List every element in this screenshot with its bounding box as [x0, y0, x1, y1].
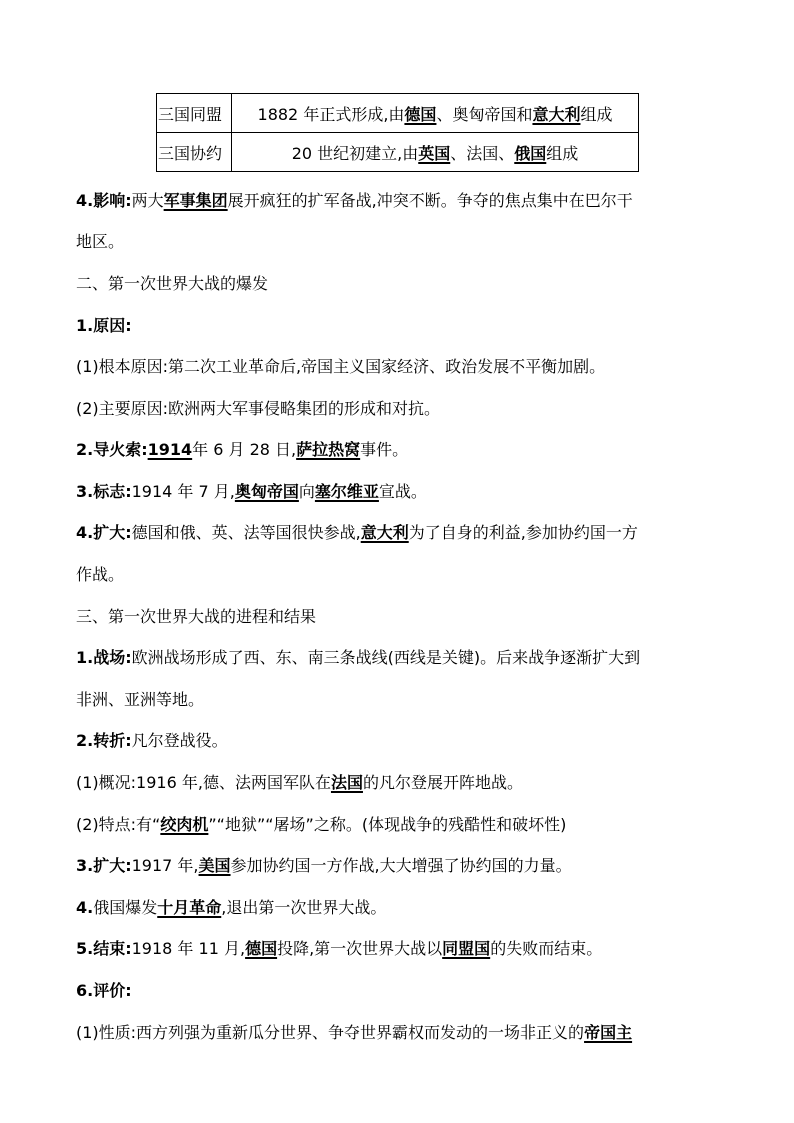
text-line: [76, 398, 440, 420]
keyword: 军事集团: [163, 191, 228, 210]
section-heading: [76, 606, 316, 628]
text-span: 1918 年 11 月,: [131, 939, 246, 958]
overview-line: [76, 772, 523, 794]
keyword: 意大利: [360, 523, 409, 542]
text-span: (2)特点:有“: [76, 815, 161, 834]
text-span: 的失败而结束。: [490, 939, 603, 958]
text-span: 、奥匈帝国和: [436, 104, 533, 124]
nature-line: [76, 1022, 632, 1044]
text-span: 作战。: [76, 565, 125, 584]
section-heading: [76, 273, 268, 295]
keyword: 德国: [245, 939, 278, 958]
keyword: 奥匈帝国: [234, 482, 299, 501]
keyword: 1914: [147, 440, 193, 459]
item-heading: 1.原因:: [76, 316, 132, 335]
symbol-line: [76, 481, 427, 503]
keyword: 同盟国: [442, 939, 491, 958]
text-span: 地区。: [76, 232, 125, 251]
text-span: 二、第一次世界大战的爆发: [76, 274, 269, 293]
text-span: 组成: [546, 143, 579, 163]
text-span: 参加协约国一方作战,大大增强了协约国的力量。: [230, 856, 572, 875]
keyword: 萨拉热窝: [296, 440, 361, 459]
trigger-line: [76, 439, 408, 461]
text-span: 投降,第一次世界大战以: [277, 939, 443, 958]
keyword: 十月革命: [157, 898, 222, 917]
item-heading: 4.影响:: [76, 191, 132, 210]
text-span: 向: [298, 482, 315, 501]
keyword: 英国: [418, 143, 451, 163]
text-span: 20 世纪初建立,由: [291, 143, 419, 163]
alliance-description: [232, 133, 639, 172]
item-heading: 3.扩大:: [76, 856, 132, 875]
table-row: [157, 133, 639, 172]
item-heading: 4.: [76, 898, 94, 917]
causes-heading: [76, 315, 132, 337]
text-span: 凡尔登战役。: [131, 731, 228, 750]
text-span: 1882 年正式形成,由: [257, 104, 405, 124]
item-heading: 2.转折:: [76, 731, 132, 750]
keyword: 绞肉机: [160, 815, 209, 834]
text-span: (1)性质:西方列强为重新瓜分世界、争夺世界霸权而发动的一场非正义的: [76, 1023, 585, 1042]
text-span: 非洲、亚洲等地。: [76, 690, 205, 709]
evaluation-heading: [76, 980, 132, 1002]
text-span: 的凡尔登展开阵地战。: [362, 773, 523, 792]
text-span: (1)根本原因:第二次工业革命后,帝国主义国家经济、政治发展不平衡加剧。: [76, 357, 606, 376]
text-span: (2)主要原因:欧洲两大军事侵略集团的形成和对抗。: [76, 399, 441, 418]
revolution-line: [76, 897, 386, 919]
text-span: 组成: [580, 104, 613, 124]
alliance-description: [232, 94, 639, 133]
keyword: 意大利: [532, 104, 581, 124]
end-line: [76, 938, 602, 960]
text-span: 、法国、: [450, 143, 515, 163]
text-span: 宣战。: [378, 482, 427, 501]
text-span: 1914 年 7 月,: [131, 482, 235, 501]
us-entry-line: [76, 855, 572, 877]
text-span: 事件。: [360, 440, 409, 459]
keyword: 俄国: [514, 143, 547, 163]
text-span: 展开疯狂的扩军备战,冲突不断。争夺的焦点集中在巴尔干: [227, 191, 633, 210]
keyword: 美国: [198, 856, 231, 875]
text-line: [76, 564, 124, 586]
item-heading: 4.扩大:: [76, 523, 132, 542]
alliance-table: [156, 93, 639, 172]
item-heading: 3.标志:: [76, 482, 132, 501]
keyword: 法国: [330, 773, 363, 792]
item-heading: 1.战场:: [76, 648, 132, 667]
text-span: 为了自身的利益,参加协约国一方: [408, 523, 638, 542]
text-span: ,退出第一次世界大战。: [221, 898, 387, 917]
text-span: (1)概况:1916 年,德、法两国军队在: [76, 773, 331, 792]
influence-line: [76, 190, 633, 212]
text-line: [76, 356, 605, 378]
battlefield-line: [76, 647, 640, 669]
alliance-name: 三国同盟: [157, 94, 232, 133]
text-span: 三、第一次世界大战的进程和结果: [76, 607, 317, 626]
alliance-name: 三国协约: [157, 133, 232, 172]
feature-line: [76, 814, 566, 836]
item-heading: 6.评价:: [76, 981, 132, 1000]
text-span: 德国和俄、英、法等国很快参战,: [131, 523, 361, 542]
text-line: [76, 231, 124, 253]
text-line: [76, 689, 204, 711]
text-span: 俄国爆发: [93, 898, 158, 917]
item-heading: 5.结束:: [76, 939, 132, 958]
text-span: 两大: [131, 191, 164, 210]
expansion-line: [76, 522, 638, 544]
text-span: ”“地狱”“屠场”之称。(体现战争的残酷性和破坏性): [208, 815, 567, 834]
keyword: 德国: [404, 104, 437, 124]
keyword: 帝国主: [584, 1023, 633, 1042]
turning-point-line: [76, 730, 228, 752]
table-row: [157, 94, 639, 133]
keyword: 塞尔维亚: [314, 482, 379, 501]
text-span: 年 6 月 28 日,: [192, 440, 297, 459]
text-span: 欧洲战场形成了西、东、南三条战线(西线是关键)。后来战争逐渐扩大到: [131, 648, 641, 667]
item-heading: 2.导火索:: [76, 440, 148, 459]
text-span: 1917 年,: [131, 856, 199, 875]
